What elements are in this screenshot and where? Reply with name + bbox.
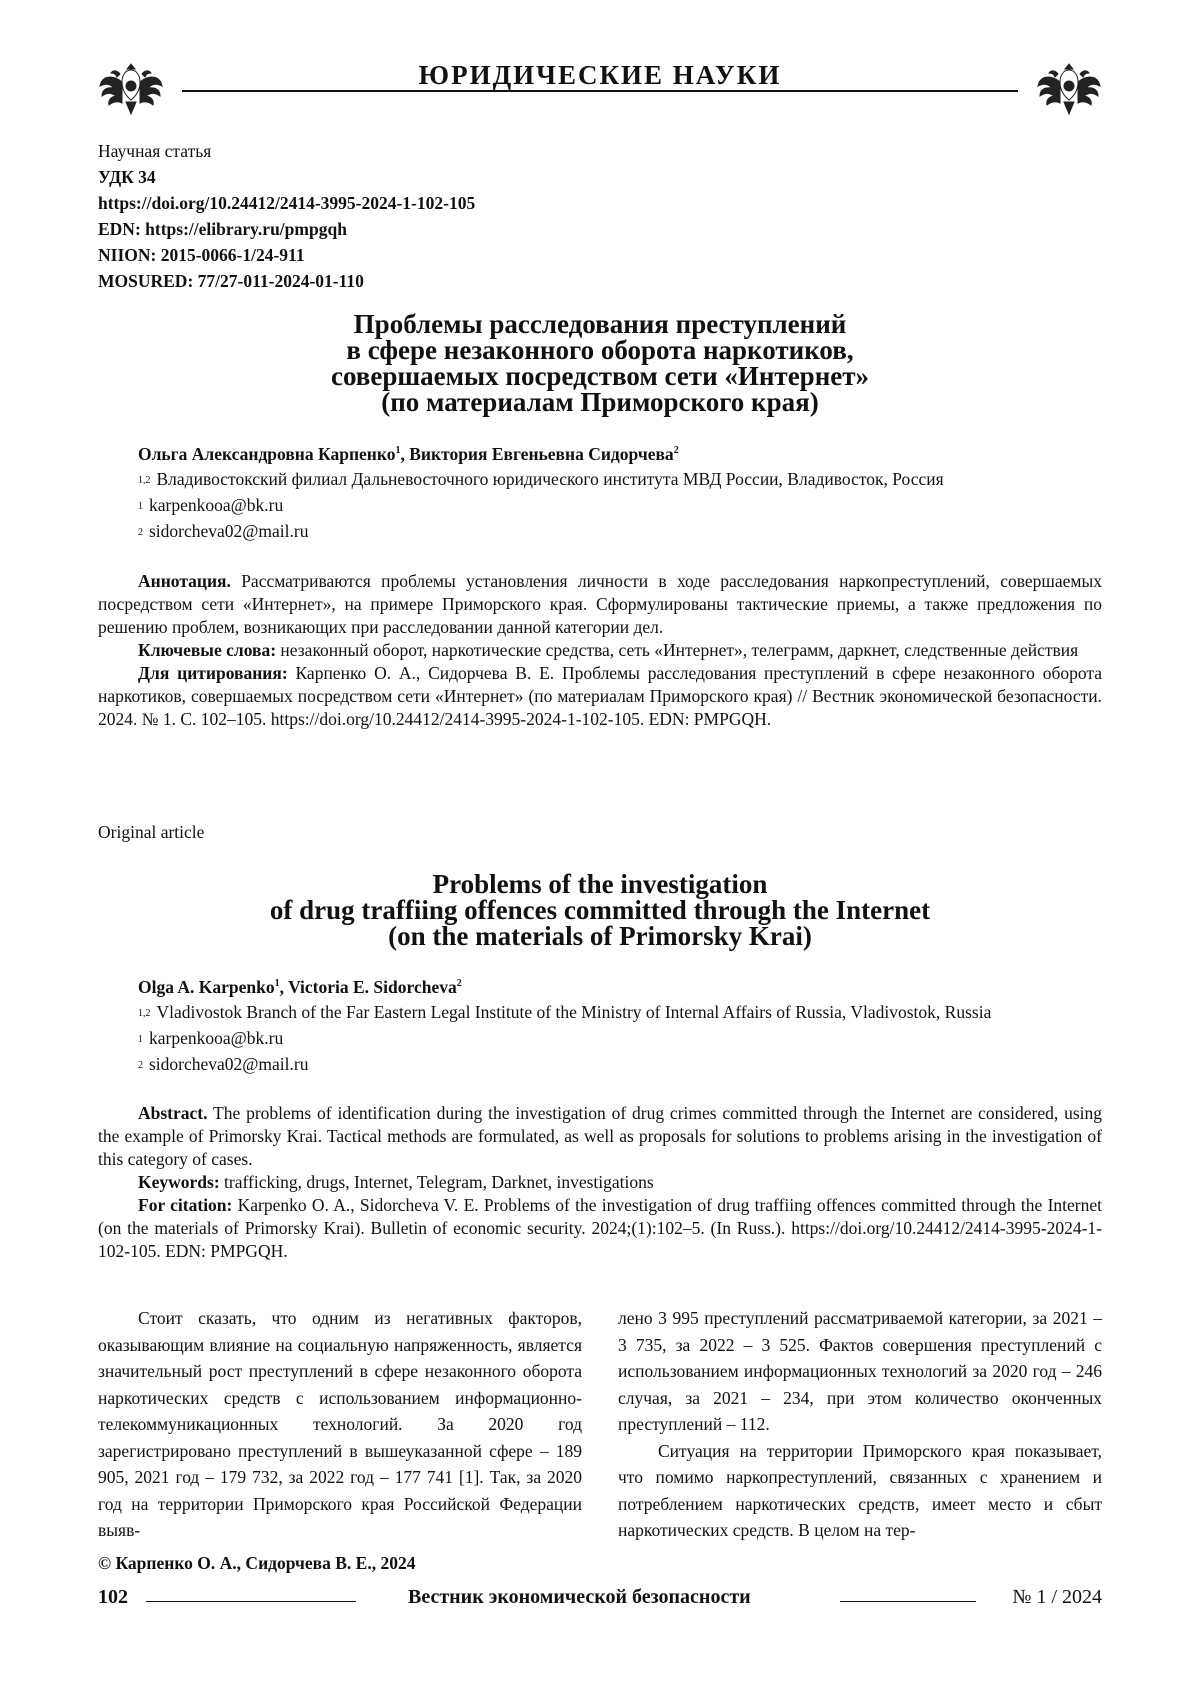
email-sup: 1 [138, 501, 143, 512]
keywords-text: trafficking, drugs, Internet, Telegram, Darknet, investigations [219, 1172, 654, 1192]
affiliations-ru [138, 466, 1102, 544]
title-ru [98, 311, 1102, 415]
author-sup: 1 [274, 978, 280, 990]
header-title: ЮРИДИЧЕСКИЕ НАУКИ [409, 60, 792, 90]
author-name: Ольга Александровна Карпенко [138, 444, 396, 464]
title-line: Проблемы расследования преступлений [353, 309, 847, 339]
citation-paragraph [98, 1194, 1102, 1263]
body-paragraph: Стоит сказать, что одним из негативных факторов, оказывающим влияние на социальную напряженность, является значительный рост преступлений в сфере незаконного оборота наркотических средств с использованием информационно-телекоммуникационных технологий. За 2020 год зарегистрировано преступлений в вышеуказанной сфере – 189 905, 2021 год – 179 732, за 2022 год – 177 741 [1]. Так, за 2020 год на территории Приморского края Российской Федерации выяв- [98, 1308, 582, 1540]
issue-number: № 1 / 2024 [1012, 1586, 1102, 1608]
author-separator: , [279, 977, 289, 997]
email-sup: 1 [138, 1034, 143, 1045]
abstract-en [98, 1102, 1102, 1263]
udk: УДК 34 [98, 167, 156, 187]
keywords-label: Keywords: [138, 1172, 220, 1192]
title-line: (по материалам Приморского края) [381, 387, 819, 417]
page-footer [98, 1586, 1102, 1616]
mosured: MOSURED: 77/27-011-2024-01-110 [98, 271, 364, 291]
citation-text: Карпенко О. А., Сидорчева В. Е. Проблемы расследования преступлений в сфере незаконного оборота наркотиков, совершаемых посредством сети «Интернет» (по материалам Приморского края) // Вестник экономической безопасности. 2024. № 1. С. 102–105. https://doi.org/10.24412/2414-3995-2024-1-102-105. EDN: PMPGQH. [98, 663, 1102, 729]
author-name: Olga A. Karpenko [138, 977, 275, 997]
abstract-label: Аннотация. [138, 571, 231, 591]
authors-ru [138, 444, 679, 465]
keywords-text: незаконный оборот, наркотические средства, сеть «Интернет», телеграмм, даркнет, следственные действия [276, 640, 1079, 660]
body-column-right [618, 1305, 1102, 1544]
original-article-label: Original article [98, 822, 205, 842]
author-separator: , [400, 444, 410, 464]
title-line: Problems of the investigation [432, 869, 768, 899]
email-link[interactable]: sidorcheva02@mail.ru [149, 1054, 309, 1074]
article-meta [98, 138, 475, 294]
keywords-paragraph [98, 1171, 1102, 1194]
aff-sup: 1,2 [138, 475, 151, 486]
keywords-label: Ключевые слова: [138, 640, 277, 660]
author-sup: 2 [456, 978, 462, 990]
abstract-text: The problems of identification during the investigation of drug crimes committed through the Internet are considered, using the example of Primorsky Krai. Tactical methods are formulated, as well as proposals for solutions to problems arising in the investigation of this category of cases. [98, 1103, 1102, 1169]
email-link[interactable]: karpenkooa@bk.ru [149, 1028, 284, 1048]
citation-paragraph [98, 662, 1102, 731]
authors-en [138, 977, 462, 998]
abstract-paragraph [98, 570, 1102, 639]
body-paragraph: лено 3 995 преступлений рассматриваемой категории, за 2021 – 3 735, за 2022 – 3 525. Фактов совершения преступлений с использованием информационных технологий за 2020 год – 246 случая, за 2021 – 234, при этом количество оконченных преступлений – 112. [618, 1308, 1102, 1434]
title-line: в сфере незаконного оборота наркотиков, [346, 335, 854, 365]
niion: NIION: 2015-0066-1/24-911 [98, 245, 305, 265]
affiliation [138, 466, 1102, 492]
doi-link[interactable]: https://doi.org/10.24412/2414-3995-2024-1-102-105 [98, 193, 476, 213]
affiliation [138, 999, 1102, 1025]
affiliation-text: Владивостокский филиал Дальневосточного юридического института МВД России, Владивосток, Россия [156, 469, 944, 489]
email-row [138, 518, 1102, 544]
copyright: © Карпенко О. А., Сидорчева В. Е., 2024 [98, 1553, 416, 1573]
title-en [98, 871, 1102, 949]
author-name: Виктория Евгеньевна Сидорчева [409, 444, 674, 464]
body-column-left [98, 1305, 582, 1544]
double-headed-eagle-icon [1036, 56, 1102, 122]
footer-rule [146, 1601, 356, 1602]
abstract-text: Рассматриваются проблемы установления личности в ходе расследования наркопреступлений, совершаемых посредством сети «Интернет», на примере Приморского края. Сформулированы тактические приемы, а также предложения по решению проблем, возникающих при расследовании данной категории дел. [98, 571, 1102, 637]
aff-sup: 1,2 [138, 1008, 151, 1019]
citation-text: Karpenko O. A., Sidorcheva V. E. Problems of the investigation of drug traffiing offences committed through the Internet (on the materials of Primorsky Krai). Bulletin of economic security. 2024;(1):102–5. (In Russ.). https://doi.org/10.24412/2414-3995-2024-1-102-105. EDN: PMPGQH. [98, 1195, 1102, 1261]
footer-rule [840, 1601, 976, 1602]
title-line: of drug traffiing offences committed through the Internet [269, 895, 931, 925]
abstract-paragraph [98, 1102, 1102, 1171]
author-sup: 1 [395, 445, 401, 457]
email-row [138, 1051, 1102, 1077]
affiliations-en [138, 999, 1102, 1077]
author-name: Victoria E. Sidorcheva [288, 977, 457, 997]
keywords-paragraph [98, 639, 1102, 662]
email-link[interactable]: karpenkooa@bk.ru [149, 495, 284, 515]
email-row [138, 1025, 1102, 1051]
page-number: 102 [98, 1586, 128, 1608]
journal-name: Вестник экономической безопасности [408, 1586, 751, 1608]
body-paragraph: Ситуация на территории Приморского края показывает, что помимо наркопреступлений, связанных с хранением и потреблением наркотических средств, имеет место и сбыт наркотических средств. В целом на тер- [618, 1440, 1102, 1540]
journal-header [98, 56, 1102, 126]
article-type: Научная статья [98, 141, 212, 161]
edn-link[interactable]: EDN: https://elibrary.ru/pmpgqh [98, 219, 347, 239]
abstract-label: Abstract. [138, 1103, 208, 1123]
author-sup: 2 [673, 445, 679, 457]
title-line: совершаемых посредством сети «Интернет» [331, 361, 869, 391]
citation-label: Для цитирования: [138, 663, 288, 683]
email-sup: 2 [138, 527, 143, 538]
title-line: (on the materials of Primorsky Krai) [388, 921, 812, 951]
abstract-ru [98, 570, 1102, 731]
email-sup: 2 [138, 1060, 143, 1071]
affiliation-text: Vladivostok Branch of the Far Eastern Legal Institute of the Ministry of Internal Affairs of Russia, Vladivostok, Russia [156, 1002, 992, 1022]
email-link[interactable]: sidorcheva02@mail.ru [149, 521, 309, 541]
email-row [138, 492, 1102, 518]
citation-label: For citation: [138, 1195, 233, 1215]
